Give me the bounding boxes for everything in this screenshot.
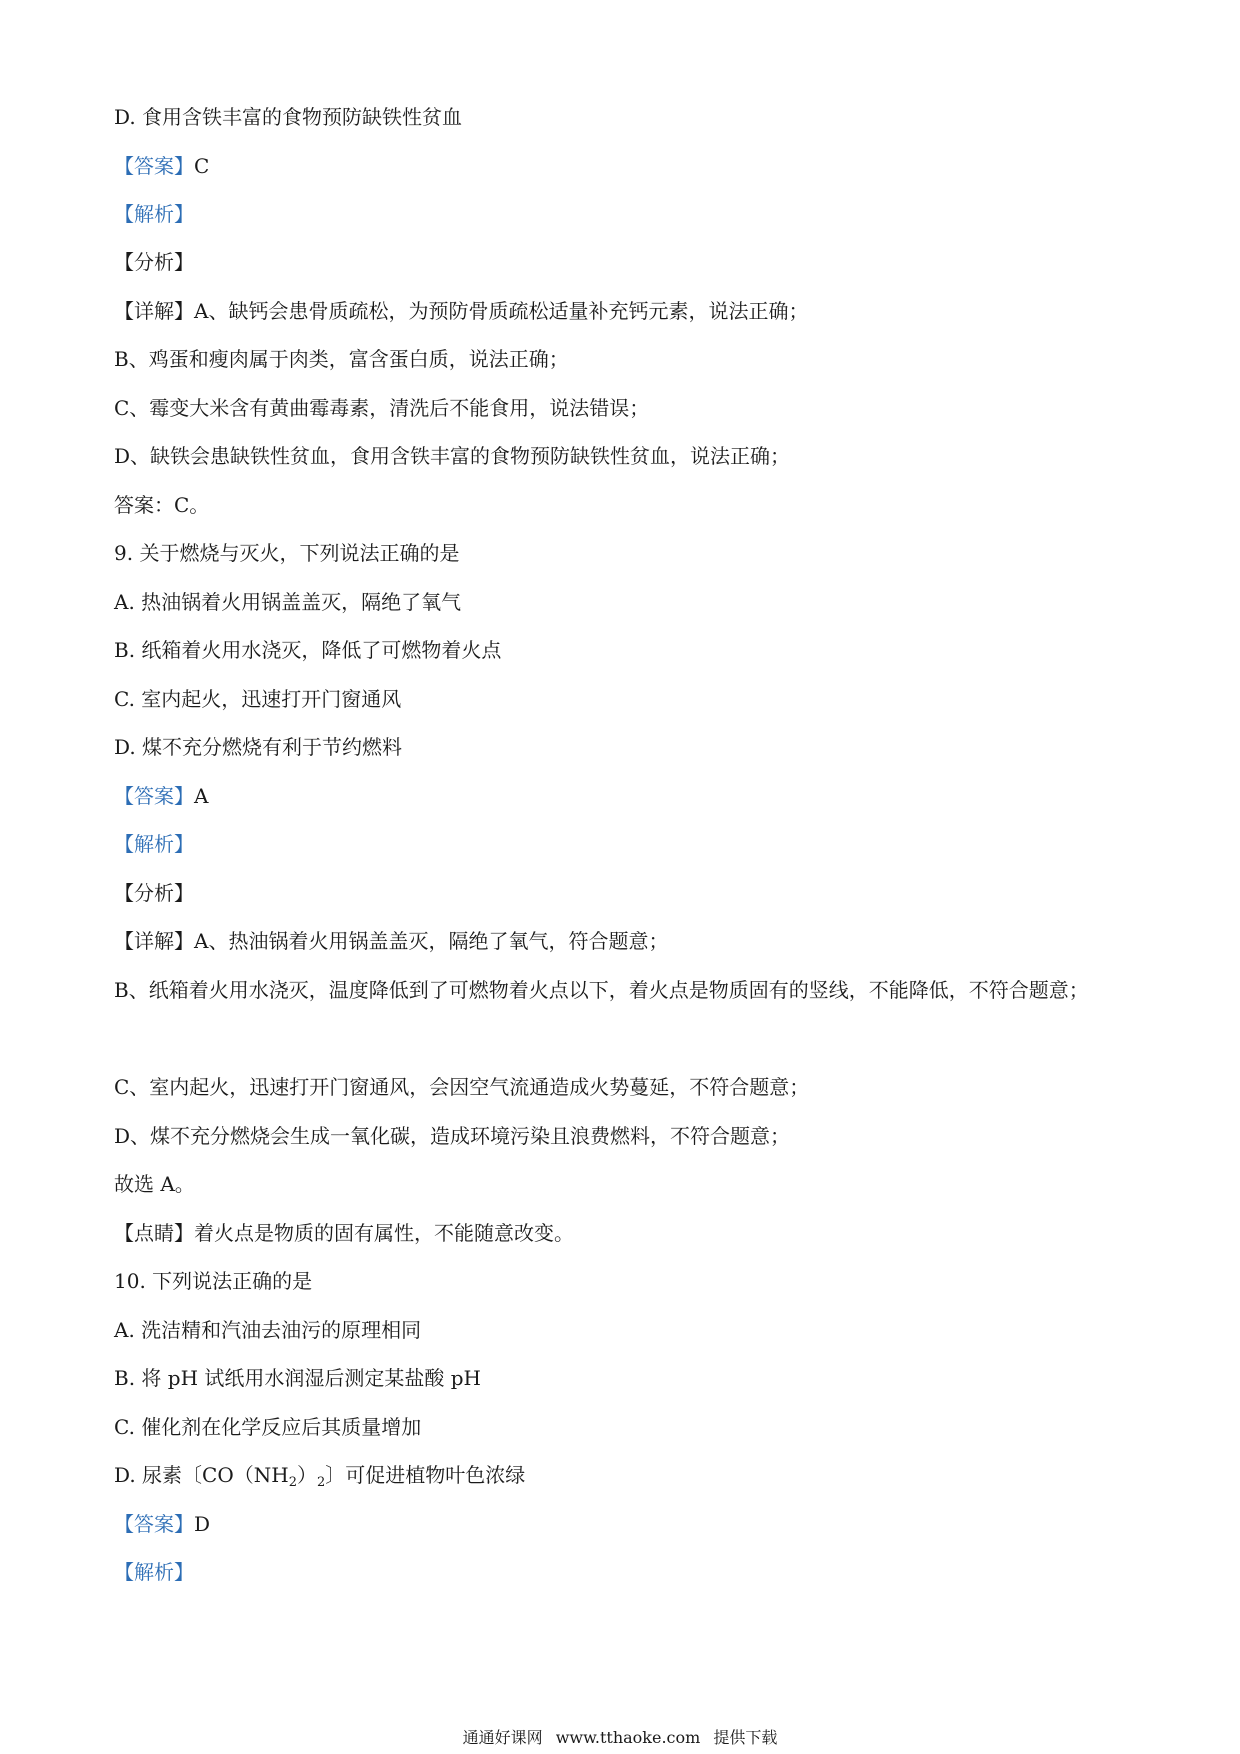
q8-detail-c: C、霉变大米含有黄曲霉毒素，清洗后不能食用，说法错误；	[114, 396, 650, 420]
answer-value: A	[194, 784, 209, 808]
detail-text: A、热油锅着火用锅盖盖灭，隔绝了氧气，符合题意；	[194, 929, 669, 953]
q9-detail-a	[114, 927, 668, 955]
q10-answer	[114, 1510, 210, 1538]
q10-analysis-label: 【解析】	[114, 1560, 194, 1584]
answer-label: 【答案】	[114, 784, 194, 808]
q8-detail-a	[114, 297, 808, 325]
q8-final-answer: 答案：C。	[114, 493, 210, 517]
answer-value: D	[194, 1512, 211, 1536]
q8-option-d: D. 食用含铁丰富的食物预防缺铁性贫血	[114, 105, 463, 129]
q9-fenxi-label: 【分析】	[114, 881, 194, 905]
q8-detail-b: B、鸡蛋和瘦肉属于肉类，富含蛋白质，说法正确；	[114, 347, 569, 371]
tip-text: 着火点是物质的固有属性，不能随意改变。	[194, 1221, 574, 1245]
q10-option-d	[114, 1461, 525, 1497]
detail-text: A、缺钙会患骨质疏松，为预防骨质疏松适量补充钙元素，说法正确；	[194, 299, 809, 323]
q8-analysis-label: 【解析】	[114, 202, 194, 226]
detail-label: 【详解】	[114, 929, 194, 953]
q10-option-a: A. 洗洁精和汽油去油污的原理相同	[114, 1318, 422, 1342]
q9-detail-c: C、室内起火，迅速打开门窗通风，会因空气流通造成火势蔓延，不符合题意；	[114, 1075, 810, 1099]
answer-value: C	[194, 154, 210, 178]
detail-label: 【详解】	[114, 299, 194, 323]
subscript: 2	[316, 1475, 326, 1490]
subscript: 2	[288, 1475, 297, 1490]
option-d-mid: ）	[296, 1463, 317, 1487]
q8-fenxi-label: 【分析】	[114, 250, 194, 274]
option-d-prefix: D. 尿素〔CO（NH	[114, 1463, 289, 1487]
q10-option-b: B. 将 pH 试纸用水润湿后测定某盐酸 pH	[114, 1366, 481, 1390]
answer-label: 【答案】	[114, 1512, 194, 1536]
q9-analysis-label: 【解析】	[114, 832, 194, 856]
q9-detail-b: B、纸箱着火用水浇灭，温度降低到了可燃物着火点以下，着火点是物质固有的竖线，不能降低，不符合题意；	[114, 978, 1089, 1002]
q9-option-d: D. 煤不充分燃烧有利于节约燃料	[114, 735, 403, 759]
footer-site-name: 通通好课网	[462, 1728, 543, 1747]
q9-tip	[114, 1219, 574, 1247]
q9-detail-d: D、煤不充分燃烧会生成一氧化碳，造成环境污染且浪费燃料，不符合题意；	[114, 1124, 791, 1148]
page-footer	[0, 1728, 1240, 1748]
answer-label: 【答案】	[114, 154, 194, 178]
q8-detail-d: D、缺铁会患缺铁性贫血，食用含铁丰富的食物预防缺铁性贫血，说法正确；	[114, 444, 791, 468]
option-d-suffix: 〕可促进植物叶色浓绿	[325, 1463, 526, 1487]
footer-url[interactable]: www.tthaoke.com	[555, 1728, 701, 1747]
q9-final-answer: 故选 A。	[114, 1172, 195, 1196]
q9-option-a: A. 热油锅着火用锅盖盖灭，隔绝了氧气	[114, 590, 462, 614]
q10-option-c: C. 催化剂在化学反应后其质量增加	[114, 1415, 422, 1439]
q9-stem: 9. 关于燃烧与灭火，下列说法正确的是	[114, 541, 460, 565]
q10-stem: 10. 下列说法正确的是	[114, 1269, 313, 1293]
q9-option-b: B. 纸箱着火用水浇灭，降低了可燃物着火点	[114, 638, 502, 662]
footer-note: 提供下载	[713, 1728, 778, 1747]
q9-option-c: C. 室内起火，迅速打开门窗通风	[114, 687, 402, 711]
q8-answer	[114, 152, 209, 180]
tip-label: 【点睛】	[114, 1221, 194, 1245]
q9-answer	[114, 782, 208, 810]
